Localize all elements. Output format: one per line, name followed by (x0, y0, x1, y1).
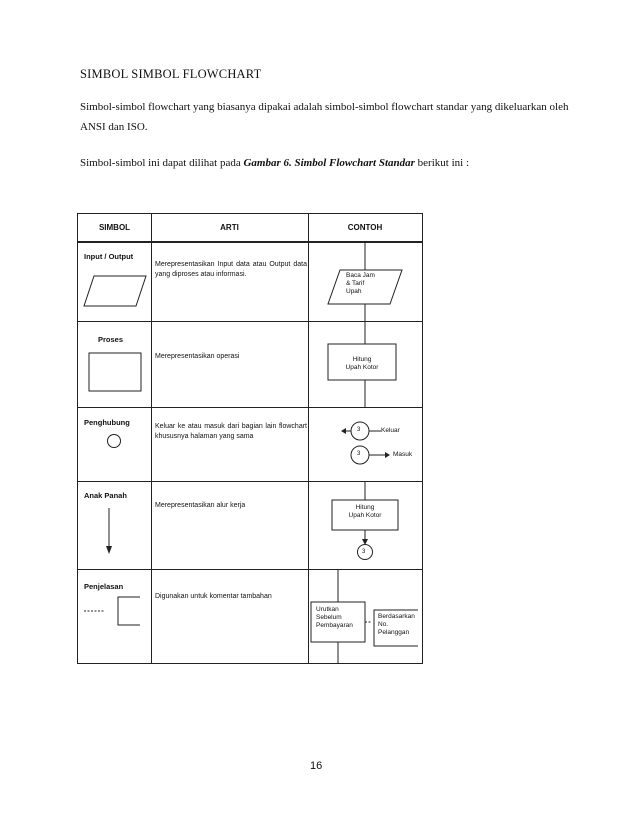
connector-number: 3 (357, 427, 361, 433)
meaning-proses: Merepresentasikan operasi (155, 353, 240, 360)
header-arti: ARTI (220, 223, 239, 232)
example-line: Pelanggan (378, 629, 410, 636)
example-line: Hitung (352, 356, 372, 363)
meaning-penghubung: Keluar ke atau masuk dari bagian lain flowchart khususnya halaman yang sama (155, 423, 307, 440)
parallelogram-icon (82, 274, 148, 308)
example-line: Pembayaran (316, 622, 353, 629)
figure-reference-paragraph (80, 153, 570, 173)
example-line: Upah Kotor (348, 512, 382, 519)
example-line: Berdasarkan (378, 613, 415, 620)
example-text-anak-panah (332, 504, 398, 520)
example-line: Urutkan (316, 606, 339, 613)
example-line: Upah Kotor (345, 364, 379, 371)
connector-number: 3 (357, 451, 361, 457)
meaning-input-output: Merepresentasikan Input data atau Output data yang diproses atau informasi. (155, 261, 307, 278)
flowchart-symbol-table (77, 213, 423, 664)
rectangle-icon (88, 352, 142, 392)
example-line: Hitung (355, 504, 375, 511)
connector-out-label: Keluar (381, 427, 400, 434)
connector-number: 3 (362, 549, 366, 555)
example-line: Sebelum (316, 614, 342, 621)
connector-in-label: Masuk (393, 451, 413, 458)
example-line: Upah (346, 288, 362, 295)
example-text-input-output (346, 272, 375, 296)
example-line: No. (378, 621, 389, 628)
symbol-label-penjelasan: Penjelasan (84, 582, 124, 591)
ref-text-before: Simbol-simbol ini dapat dilihat pada (80, 157, 244, 169)
column-divider (151, 214, 152, 663)
example-text-penjelasan-note (378, 613, 415, 637)
figure-reference: Gambar 6. Simbol Flowchart Standar (243, 157, 415, 169)
annotation-bracket-icon (82, 594, 148, 630)
page-number: 16 (310, 760, 323, 772)
example-text-penjelasan-box (316, 606, 353, 630)
section-heading: SIMBOL SIMBOL FLOWCHART (80, 67, 262, 81)
example-text-proses (328, 356, 396, 372)
intro-paragraph: Simbol-simbol flowchart yang biasanya dipakai adalah simbol-simbol flowchart standar yang dikeluarkan oleh ANSI dan ISO. (80, 101, 569, 133)
symbol-label-anak-panah: Anak Panah (84, 491, 127, 500)
symbol-label-input-output: Input / Output (84, 252, 134, 261)
header-simbol: SIMBOL (98, 223, 131, 232)
example-line: & Tarif (346, 280, 365, 287)
arrow-down-icon (104, 507, 114, 555)
ref-text-after: berikut ini : (414, 157, 469, 169)
symbol-label-proses: Proses (98, 335, 124, 344)
symbol-label-penghubung: Penghubung (84, 418, 130, 427)
meaning-penjelasan: Digunakan untuk komentar tambahan (155, 593, 272, 600)
circle-icon (106, 433, 122, 449)
example-penghubung-diagram (308, 408, 422, 481)
example-line: Baca Jam (346, 272, 375, 279)
header-contoh: CONTOH (347, 223, 383, 232)
meaning-anak-panah: Merepresentasikan alur kerja (155, 502, 246, 509)
